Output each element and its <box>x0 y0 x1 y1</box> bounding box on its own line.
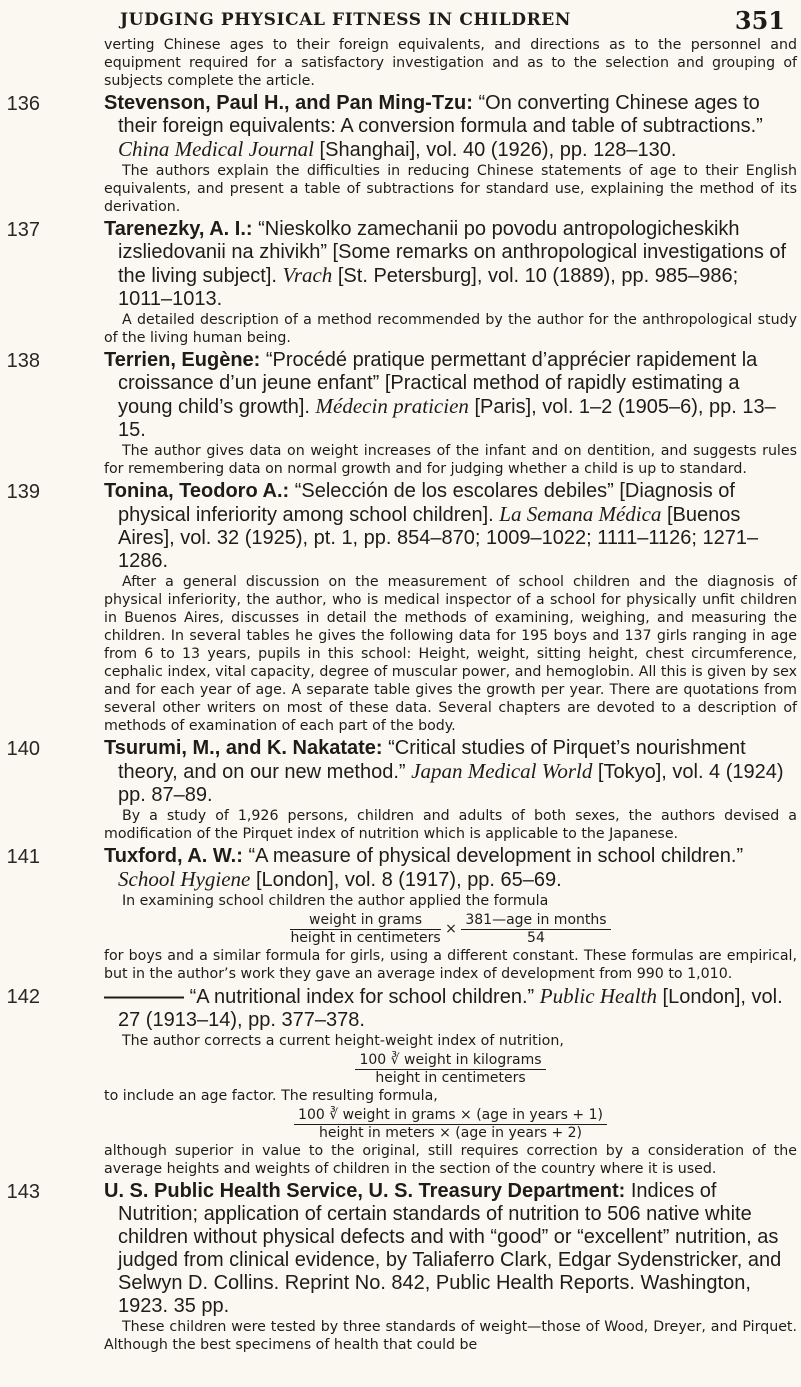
annotation-text: The authors explain the difficulties in reducing Chinese statements of age to their English equivalents, and present a table of subtractions for standard use, explaining the method of its derivation. <box>104 163 797 215</box>
entry-number: 142 <box>6 986 40 1008</box>
entry-title: “On converting Chinese ages to their foreign equivalents: A conversion formula and table of subtractions.” <box>118 92 763 137</box>
citation <box>104 1180 797 1318</box>
formula-times: × <box>445 921 457 937</box>
formula-denominator: height in meters × (age in years + 2) <box>318 1125 583 1141</box>
entry-journal: Vrach <box>282 263 333 287</box>
annotation-text: A detailed description of a method recommended by the author for the anthropological study of the living human being. <box>104 312 797 346</box>
entry-journal: Japan Medical World <box>411 759 593 783</box>
entry-number: 140 <box>6 738 40 760</box>
annotation-text: The author corrects a current height-weight index of nutrition, <box>122 1033 564 1049</box>
formula <box>104 1107 797 1142</box>
entry-number: 139 <box>6 481 40 503</box>
entry-number: 136 <box>6 93 40 115</box>
page-header <box>120 6 800 36</box>
formula-numerator: 100 ∛ weight in grams × (age in years + 1) <box>294 1107 607 1125</box>
formula-numerator: 381—age in months <box>461 912 610 930</box>
formula-denominator: height in centimeters <box>290 930 441 946</box>
entry-number: 138 <box>6 350 40 372</box>
entry-title: “A measure of physical development in school children.” <box>248 845 744 867</box>
entry-journal: Médecin praticien <box>315 394 469 418</box>
formula-numerator: 100 ∛ weight in kilograms <box>355 1052 545 1070</box>
entry-title: “Procédé pratique permettant d’apprécier rapidement la croissance d’un jeune enfant” [Practical method of rapidly estimating a young child’s growth]. <box>118 349 758 418</box>
annotation-text: to include an age factor. The resulting formula, <box>104 1088 438 1104</box>
bibliography-entry-141 <box>0 845 801 983</box>
entry-author: Tarenezky, A. I.: <box>104 218 253 240</box>
entry-publication: [London], vol. 27 (1913–14), pp. 377–378. <box>118 986 783 1031</box>
continued-annotation <box>0 36 801 90</box>
entry-title: Indices of Nutrition; application of certain standards of nutrition to 506 native white children without physical defects and with “good” or “excellent” nutrition, as judged from clinical evidence, by Taliaferro Clark, Edgar Sydenstricker, and Selwyn D. Collins. Reprint No. 842, Public Health Reports. Washington, 1923. 35 pp. <box>118 1180 782 1317</box>
entry-title: “Selección de los escolares debiles” [Diagnosis of physical inferiority among school children]. <box>118 480 735 526</box>
entry-title: “Critical studies of Pirquet’s nourishment theory, and on our new method.” <box>118 737 746 783</box>
citation <box>104 845 797 892</box>
annotation-text: for boys and a similar formula for girls, using a different constant. These formulas are empirical, but in the author’s work they gave an average index of development from 990 to 1,010. <box>104 948 797 982</box>
annotation-text: After a general discussion on the measurement of school children and the diagnosis of physical inferiority, the author, who is medical inspector of a school for physically unfit children in Buenos Aires, discusses in detail the methods of examining, weighing, and measuring the children. In several tables he gives the following data for 195 boys and 137 girls ranging in age from 6 to 13 years, pupils in this school: Height, weight, sitting height, chest circumference, cephalic index, vital capacity, degree of muscular power, and hemoglobin. All this is given by sex and for each year of age. A separate table gives the growth per year. There are quotations from several other writers on most of these data. Several chapters are devoted to a description of methods of examination of each part of the body. <box>104 574 797 734</box>
citation <box>104 985 797 1032</box>
formula-denominator: height in centimeters <box>375 1070 526 1086</box>
entry-publication: [St. Petersburg], vol. 10 (1889), pp. 985–986; 1011–1013. <box>118 265 739 310</box>
entry-author: Tonina, Teodoro A.: <box>104 480 290 502</box>
entry-publication: [Tokyo], vol. 4 (1924) pp. 87–89. <box>118 761 784 806</box>
citation <box>104 92 797 162</box>
entry-journal: Public Health <box>539 984 657 1008</box>
page-number: 351 <box>734 6 785 35</box>
entry-publication: [Buenos Aires], vol. 32 (1925), pt. 1, pp. 854–870; 1009–1022; 1111–1126; 1271–1286. <box>118 504 759 572</box>
entry-author: U. S. Public Health Service, U. S. Treasury Department: <box>104 1180 626 1202</box>
bibliography-entry-137 <box>0 218 801 347</box>
entry-author: Stevenson, Paul H., and Pan Ming-Tzu: <box>104 92 473 114</box>
citation <box>104 349 797 442</box>
entry-author: Terrien, Eugène: <box>104 349 261 371</box>
citation <box>104 218 797 311</box>
entry-number: 137 <box>6 219 40 241</box>
bibliography-entry-142 <box>0 985 801 1178</box>
formula <box>104 912 797 947</box>
entry-author: Tuxford, A. W.: <box>104 845 243 867</box>
entry-number: 143 <box>6 1181 40 1203</box>
formula <box>104 1052 797 1087</box>
entry-publication: [Paris], vol. 1–2 (1905–6), pp. 13–15. <box>118 396 776 441</box>
entry-journal: La Semana Médica <box>499 502 662 526</box>
bibliography-entry-140 <box>0 737 801 843</box>
running-title: JUDGING PHYSICAL FITNESS IN CHILDREN <box>120 10 571 30</box>
formula-denominator: 54 <box>527 930 545 946</box>
entry-publication: [Shanghai], vol. 40 (1926), pp. 128–130. <box>319 139 677 161</box>
entry-author: ———— <box>104 986 184 1008</box>
citation <box>104 480 797 573</box>
annotation-text: In examining school children the author applied the formula <box>122 893 549 909</box>
annotation-text: The author gives data on weight increases of the infant and on dentition, and suggests rules for remembering data on normal growth and for judging whether a child is up to standard. <box>104 443 797 477</box>
entry-author: Tsurumi, M., and K. Nakatate: <box>104 737 383 759</box>
entry-journal: China Medical Journal <box>118 137 314 161</box>
bibliography-entry-139 <box>0 480 801 735</box>
entry-title: “Nieskolko zamechanii po povodu antropologicheskikh izsliedovanii na zhivikh” [Some remarks on anthropological investigations of the living subject]. <box>118 218 787 287</box>
bibliography-entry-138 <box>0 349 801 478</box>
citation <box>104 737 797 807</box>
entry-publication: [London], vol. 8 (1917), pp. 65–69. <box>255 869 562 891</box>
entry-title: “A nutritional index for school children.” <box>189 986 535 1008</box>
entry-number: 141 <box>6 846 40 868</box>
bibliography <box>0 36 801 1356</box>
annotation-text: verting Chinese ages to their foreign equivalents, and directions as to the personnel and equipment required for a satisfactory investigation and as to the selection and grouping of subjects complete the article. <box>104 37 797 89</box>
formula-numerator: weight in grams <box>290 912 440 930</box>
annotation-text: although superior in value to the original, still requires correction by a consideration of the average heights and weights of children in the section of the country where it is used. <box>104 1143 797 1177</box>
entry-journal: School Hygiene <box>118 867 251 891</box>
annotation-text: These children were tested by three standards of weight—those of Wood, Dreyer, and Pirquet. Although the best specimens of health that could be <box>104 1319 797 1353</box>
bibliography-entry-136 <box>0 92 801 216</box>
annotation-text: By a study of 1,926 persons, children and adults of both sexes, the authors devised a modification of the Pirquet index of nutrition which is applicable to the Japanese. <box>104 808 797 842</box>
bibliography-entry-143 <box>0 1180 801 1354</box>
